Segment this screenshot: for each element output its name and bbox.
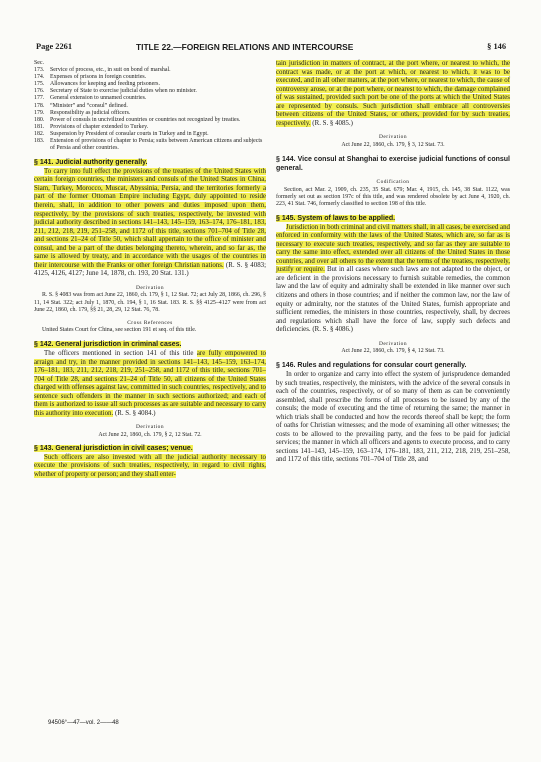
section-146-title: § 146. Rules and regulations for consular court generally. [276, 362, 467, 370]
derivation-note: Act June 22, 1860, ch. 179, § 4, 12 Stat. 73. [341, 348, 445, 355]
section-144-title: § 144. Vice consul at Shanghai to exercise judicial functions of consul general. [276, 156, 510, 172]
printer-footer: 94506°—47—vol. 2——48 [48, 720, 119, 726]
section-142-text: The officers mentioned in section 141 of this title are fully empowered to arraign and try, in the manner provided in sections 141–143, 145–159, 163–174, 176–181, 183, 211, 212, 218, 219, 251–258, and 1172 of this title, sections 701–704 of Title 28, and sections 21–24 of Title 50, all citizens of the United States charged with offenses against law, committed in such countries, respectively, and to sentence such offenders in the manner in such sections authorized; and each of them is authorized to issue all such processes as are suitable and necessary to carry this authority into execution. (R. S. § 4084.) [34, 349, 266, 417]
codification-label: Codification [376, 179, 410, 186]
derivation-label: Derivation [378, 134, 408, 141]
derivation-note: R. S. § 4083 was from act June 22, 1860, ch. 179, § 1, 12 Stat. 72; act July 28, 1866, ch. 296, § 11, 14 Stat. 322; act July 1, 1870, ch. 194, § 1, 16 Stat. 183. R. S. §§ 4125–4127 were from act June 22, 1860, ch. 179, §§ 21, 28, 29, 12 Stat. 76, 78. [34, 292, 266, 313]
section-142-title: § 142. General jurisdiction in criminal cases. [34, 341, 182, 349]
title-heading: TITLE 22.—FOREIGN RELATIONS AND INTERCOURSE [136, 42, 354, 52]
derivation-label: Derivation [378, 340, 408, 347]
list-item: 182. Suspension by President of consular courts in Turkey and in Egypt. [34, 130, 209, 137]
list-heading: Sec. [34, 60, 44, 66]
list-item: 175. Allowances for keeping and feeding prisoners. [34, 81, 160, 88]
list-item: 174. Expenses of prisons in foreign countries. [34, 74, 147, 81]
section-143-text-cont: tain jurisdiction in matters of contract, at the port where, or nearest to which, the contract was made, or at the port at which, or nearest to which, it was to be executed, and in all other matters, at the port where, or nearest to which, the cause of controversy arose, or at the port where, or nearest to which, the damage complained of was sustained, provided such port be one of the ports at which the United States are represented by consuls. Such jurisdiction shall embrace all controversies between citizens of the United States, or others, provided for by such treaties, respectively. (R. S. § 4085.) [276, 60, 510, 127]
page-number: Page 2261 [36, 42, 73, 51]
list-item: 176. Secretary of State to exercise judicial duties when no minister. [34, 88, 197, 95]
cross-references-label: Cross References [127, 319, 173, 326]
list-item: 173. Service of process, etc., in suit on bond of marshal. [34, 67, 171, 74]
left-column [34, 60, 266, 479]
running-header [36, 42, 506, 54]
codification-note: Section, act Mar. 2, 1909, ch. 235, 35 Stat. 679; Mar. 4, 1915, ch. 145, 38 Stat. 1122, was formerly set out as section 197c of this title, and was rendered obsolete by act June 4, 1920, ch. 223, 41 Stat. 746, formerly classified to section 198 of this title. [276, 186, 510, 207]
section-143-title: § 143. General jurisdiction in civil cases; venue. [34, 445, 193, 452]
list-item: 177. General extension to unnamed countries. [34, 95, 147, 102]
right-column [276, 60, 510, 465]
derivation-note: Act June 22, 1860, ch. 179, § 3, 12 Stat. 73. [341, 141, 445, 148]
derivation-note: Act June 22, 1860, ch. 179, § 2, 12 Stat. 72. [98, 431, 202, 438]
section-141-title: § 141. Judicial authority generally. [34, 159, 148, 167]
derivation-label: Derivation [135, 284, 165, 291]
list-item: 180. Power of consuls in uncivilized countries or countries not recognized by treaties. [34, 116, 241, 123]
section-marker: § 146 [487, 42, 506, 51]
list-item: 178. “Minister” and “consul” defined. [34, 102, 128, 109]
section-145-title: § 145. System of laws to be applied. [276, 215, 396, 223]
derivation-label: Derivation [135, 424, 165, 431]
section-145-text: Jurisdiction in both criminal and civil matters shall, in all cases, be exercised and enforced in conformity with the laws of the United States, which are, so far as is necessary to execute such treaties, respectively, and so far as they are suitable to carry the same into effect, extended over all citizens of the United States in those countries, and over all others to the extent that the terms of the treaties, respectively, justify or require. But in all cases where such laws are not adapted to the object, or are deficient in the provisions necessary to furnish suitable remedies, the common law and the law of equity and admiralty shall be extended in like manner over such citizens and others in those countries; and if neither the common law, nor the law of equity or admiralty, nor the statutes of the United States, furnish appropriate and sufficient remedies, the ministers in those countries, respectively, shall, by decrees and regulations which shall have the force of law, supply such defects and deficiencies. (R. S. § 4086.) [276, 223, 511, 334]
section-list [34, 60, 266, 152]
section-146-text: In order to organize and carry into effect the system of jurisprudence demanded by such treaties, respectively, the ministers, with the advice of the several consuls in each of the countries, respectively, or of so many of them as can be conveniently assembled, shall prescribe the forms of all processes to be issued by any of the consuls; the mode of executing and the time of returning the same; the manner in which trials shall be conducted and how the records thereof shall be kept; the form of oaths for Christian witnesses; and the mode of examining all other witnesses; the costs to be allowed to the prevailing party, and the fees to be paid for judicial services; the manner in which all officers and agents to execute process, and to carry sections 141–143, 145–159, 163–174, 176–181, 183, 211, 212, 218, 219, 251–258, and 1172 of this title, sections 701–704 of Title 28, and [276, 370, 510, 464]
list-item: 179. Responsibility as judicial officers. [34, 109, 131, 116]
cross-references-note: United States Court for China, see section 191 et seq. of this title. [42, 327, 197, 334]
section-143-text-start: Such officers are also invested with all the judicial authority necessary to execute the provisions of such treaties, respectively, in regard to civil rights, whether of property or person; and they shall enter- [34, 453, 266, 478]
list-item: 181. Provisions of chapter extended to Turkey. [34, 123, 149, 130]
list-item: 183. Extension of provisions of chapter to Persia; suits between American citizens and subjects of Persia and other countries. [34, 138, 263, 152]
section-141-text: To carry into full effect the provisions of the treaties of the United States with certain foreign countries, the ministers and consuls of the United States in China, Siam, Turkey, Morocco, Muscat, Abyssinia, Persia, and the territories formerly a part of the former Ottoman Empire including Egypt, duly appointed to reside therein, shall, in addition to other powers and duties imposed upon them, respectively, by the provisions of such treaties, respectively, be invested with judicial authority described in sections 141–143, 145–159, 163–174, 176–181, 183, 211, 212, 218, 219, 251–258, and 1172 of this title, sections 701–704 of Title 28, and sections 21–24 of Title 50, which shall appertain to the office of minister and consul, and be a part of the duties belonging thereto, wherein, and so far as, the same is allowed by treaty, and in accordance with the usages of the countries in their intercourse with the Franks or other foreign Christian nations. (R. S. § 4083; 4125, 4126, 4127; June 14, 1878, ch. 193, 20 Stat. 131.) [34, 167, 267, 278]
